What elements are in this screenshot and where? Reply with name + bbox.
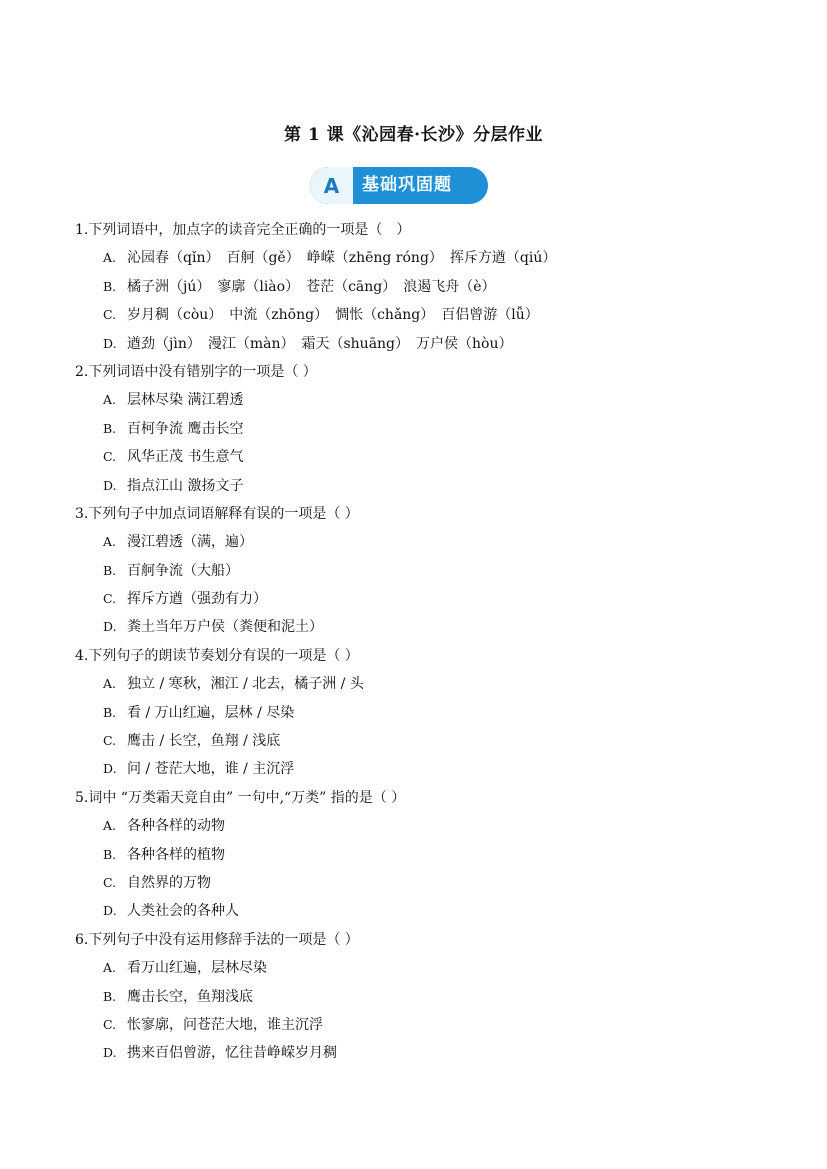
option-text: 岁月稠（còu） 中流（zhōng） 惆怅（chǎng） 百侣曾游（lǚ） [127,307,539,324]
option-letter: A. [103,392,117,408]
option-text: 沁园春（qǐn） 百舸（gě） 峥嵘（zhēng róng） 挥斥方遒（qiú） [127,250,557,267]
option-d [75,613,775,641]
option-text: 橘子洲（jú） 寥廓（liào） 苍茫（cāng） 浪遏飞舟（è） [127,278,496,295]
option-letter: C. [103,1016,117,1032]
question-2 [75,358,775,500]
question-stem: 1.下列词语中，加点字的读音完全正确的一项是（ ） [75,222,411,238]
option-text: 风华正茂 书生意气 [127,449,244,466]
question-stem: 3.下列句子中加点词语解释有误的一项是（ ） [75,505,359,522]
option-a [75,670,775,698]
option-letter: C. [103,874,117,890]
option-letter: C. [103,591,117,607]
option-text: 看万山红遍，层林尽染 [127,960,267,977]
option-text: 百柯争流 鹰击长空 [127,420,244,437]
option-c [75,585,775,613]
option-text: 粪土当年万户侯（粪便和泥土） [127,619,323,636]
option-c [75,727,775,755]
option-text: 携来百侣曾游，忆往昔峥嵘岁月稠 [127,1045,337,1062]
question-6 [75,926,775,1068]
option-letter: D. [103,477,117,493]
section-badge-letter: A [310,167,353,204]
option-letter: D. [103,761,117,777]
option-text: 独立 / 寒秋，湘江 / 北去，橘子洲 / 头 [127,676,364,693]
option-b [75,699,775,727]
option-c [75,869,775,897]
option-b [75,415,775,443]
option-text: 挥斥方遒（强劲有力） [127,591,267,608]
option-d [75,755,775,783]
option-b [75,273,775,301]
option-text: 漫江碧透（满，遍） [127,534,253,551]
option-text: 遒劲（jìn） 漫江（màn） 霜天（shuāng） 万户侯（hòu） [127,335,513,352]
option-text: 层林尽染 满江碧透 [127,392,244,409]
option-a [75,954,775,982]
option-letter: D. [103,335,117,351]
section-badge [310,167,488,204]
option-letter: A. [103,534,117,550]
option-letter: A. [103,960,117,976]
option-d [75,897,775,925]
option-text: 各种各样的植物 [127,846,225,863]
option-letter: A. [103,818,117,834]
option-text: 问 / 苍茫大地，谁 / 主沉浮 [127,761,295,778]
option-letter: A. [103,676,117,692]
section-badge-label: 基础巩固题 [362,175,452,195]
option-text: 鹰击 / 长空，鱼翔 / 浅底 [127,733,281,750]
option-letter: B. [103,846,117,862]
option-b [75,983,775,1011]
option-b [75,557,775,585]
option-letter: D. [103,1045,117,1061]
option-a [75,244,775,272]
option-letter: A. [103,250,117,266]
option-letter: D. [103,903,117,919]
option-letter: C. [103,733,117,749]
question-stem: 6.下列句子中没有运用修辞手法的一项是（ ） [75,931,359,948]
option-b [75,841,775,869]
option-text: 自然界的万物 [127,874,211,891]
option-letter: B. [103,704,117,720]
option-text: 看 / 万山红遍，层林 / 尽染 [127,704,295,721]
question-5 [75,784,775,926]
option-d [75,330,775,358]
question-stem: 2.下列词语中没有错别字的一项是（ ） [75,363,317,380]
option-text: 百舸争流（大船） [127,562,239,579]
option-letter: D. [103,619,117,635]
option-text: 怅寥廓，问苍茫大地，谁主沉浮 [127,1016,323,1033]
option-d [75,472,775,500]
option-a [75,386,775,414]
question-stem: 5.词中 “万类霜天竞自由” 一句中,“万类” 指的是（ ） [75,789,406,806]
question-1 [75,216,775,358]
option-letter: B. [103,988,117,1004]
option-c [75,301,775,329]
question-list [75,216,775,1068]
question-stem: 4.下列句子的朗读节奏划分有误的一项是（ ） [75,647,359,664]
option-letter: B. [103,420,117,436]
option-d [75,1039,775,1067]
option-text: 各种各样的动物 [127,818,225,835]
option-text: 指点江山 激扬文子 [127,477,244,494]
question-3 [75,500,775,642]
option-c [75,1011,775,1039]
option-letter: B. [103,562,117,578]
option-c [75,443,775,471]
page-title: 第 1 课《沁园春·长沙》分层作业 [283,125,544,145]
option-letter: B. [103,278,117,294]
option-a [75,528,775,556]
option-letter: C. [103,307,117,323]
option-text: 鹰击长空，鱼翔浅底 [127,988,253,1005]
question-4 [75,642,775,784]
option-a [75,812,775,840]
option-letter: C. [103,449,117,465]
option-text: 人类社会的各种人 [127,903,239,920]
